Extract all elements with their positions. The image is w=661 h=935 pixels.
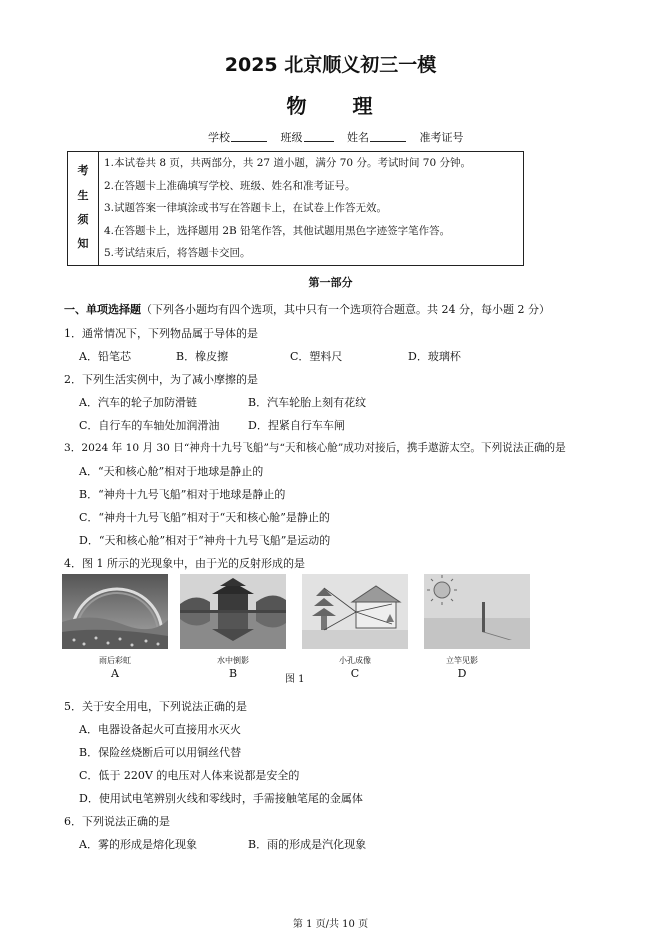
question-6-stem: 6．下列说法正确的是 bbox=[64, 815, 170, 828]
subject-char: 物 bbox=[286, 94, 309, 118]
notice-heading-char: 考 bbox=[77, 164, 89, 177]
q6-option-a[interactable]: A．雾的形成是熔化现象 bbox=[79, 838, 197, 851]
rainbow-image bbox=[62, 574, 168, 649]
school-blank[interactable] bbox=[231, 131, 267, 142]
exam-id-label: 准考证号 bbox=[419, 131, 464, 144]
figure-c-pinhole[interactable] bbox=[302, 574, 408, 649]
question-3-stem: 3．2024 年 10 月 30 日“神舟十九号飞船”与“天和核心舱”成功对接后，携手遨游太空。下列说法正确的是 bbox=[64, 442, 566, 454]
figure-d-shadow[interactable] bbox=[424, 574, 530, 649]
question-1-stem: 1．通常情况下，下列物品属于导体的是 bbox=[64, 327, 258, 340]
q1-option-c[interactable]: C．塑料尺 bbox=[290, 350, 343, 363]
notice-heading-char: 须 bbox=[77, 213, 89, 226]
pinhole-image bbox=[302, 574, 408, 649]
q5-option-c[interactable]: C．低于 220V 的电压对人体来说都是安全的 bbox=[79, 769, 300, 782]
figure-c-caption: 小孔成像 bbox=[339, 656, 371, 665]
notice-heading bbox=[68, 152, 99, 265]
q1-option-b[interactable]: B．橡皮擦 bbox=[176, 350, 229, 363]
part-title: 第一部分 bbox=[308, 276, 353, 289]
q2-option-b[interactable]: B．汽车轮胎上刻有花纹 bbox=[248, 396, 367, 409]
figure-c-letter: C bbox=[350, 667, 360, 680]
name-blank[interactable] bbox=[370, 131, 406, 142]
q6-option-b[interactable]: B．雨的形成是汽化现象 bbox=[248, 838, 367, 851]
school-label: 学校 bbox=[208, 131, 230, 144]
exam-notice-box bbox=[67, 151, 524, 266]
notice-heading-char: 知 bbox=[77, 237, 89, 250]
notice-line: 3.试题答案一律填涂或书写在答题卡上，在试卷上作答无效。 bbox=[104, 202, 388, 214]
figure-d-caption: 立竿见影 bbox=[446, 656, 478, 665]
class-label: 班级 bbox=[280, 131, 303, 144]
notice-line: 2.在答题卡上准确填写学校、班级、姓名和准考证号。 bbox=[104, 180, 356, 192]
question-4-stem: 4．图 1 所示的光现象中，由于光的反射形成的是 bbox=[64, 557, 305, 570]
q5-option-d[interactable]: D．使用试电笔辨别火线和零线时，手需接触笔尾的金属体 bbox=[79, 792, 363, 805]
q5-option-a[interactable]: A．电器设备起火可直接用水灭火 bbox=[79, 723, 241, 736]
figure-d-letter: D bbox=[457, 667, 467, 680]
subject-char: 理 bbox=[352, 94, 375, 118]
name-label: 姓名 bbox=[347, 131, 369, 144]
q1-option-d[interactable]: D．玻璃杯 bbox=[408, 350, 461, 363]
notice-line: 4.在答题卡上，选择题用 2B 铅笔作答，其他试题用黑色字迹签字笔作答。 bbox=[104, 225, 451, 237]
section-title: 一、单项选择题 bbox=[64, 303, 141, 316]
section-instruction: （下列各小题均有四个选项，其中只有一个选项符合题意。共 24 分，每小题 2 分） bbox=[141, 303, 550, 316]
section-heading bbox=[64, 301, 550, 317]
class-blank[interactable] bbox=[304, 131, 334, 142]
figure-b-caption: 水中倒影 bbox=[217, 656, 249, 665]
q2-option-c[interactable]: C．自行车的车轴处加润滑油 bbox=[79, 419, 220, 432]
figure-1-label: 图 1 bbox=[285, 674, 305, 685]
exam-title: 2025 北京顺义初三一模 bbox=[224, 54, 437, 76]
notice-heading-char: 生 bbox=[77, 189, 89, 202]
figure-a-caption: 雨后彩虹 bbox=[99, 656, 131, 665]
figure-b-reflection[interactable] bbox=[180, 574, 286, 649]
q3-option-d[interactable]: D．“天和核心舱”相对于“神舟十九号飞船”是运动的 bbox=[79, 534, 331, 547]
q3-option-c[interactable]: C．“神舟十九号飞船”相对于“天和核心舱”是静止的 bbox=[79, 511, 330, 524]
q1-option-a[interactable]: A．铅笔芯 bbox=[79, 350, 131, 363]
question-2-stem: 2．下列生活实例中，为了减小摩擦的是 bbox=[64, 373, 258, 386]
q2-option-a[interactable]: A．汽车的轮子加防滑链 bbox=[79, 396, 197, 409]
shadow-image bbox=[424, 574, 530, 649]
figure-a-letter: A bbox=[111, 667, 119, 680]
question-5-stem: 5．关于安全用电，下列说法正确的是 bbox=[64, 700, 247, 713]
q2-option-d[interactable]: D．捏紧自行车车闸 bbox=[248, 419, 345, 432]
figure-a-rainbow[interactable] bbox=[62, 574, 168, 649]
q3-option-a[interactable]: A．“天和核心舱”相对于地球是静止的 bbox=[79, 465, 264, 478]
q3-option-b[interactable]: B．“神舟十九号飞船”相对于地球是静止的 bbox=[79, 488, 286, 501]
q5-option-b[interactable]: B．保险丝烧断后可以用铜丝代替 bbox=[79, 746, 242, 759]
student-info-line bbox=[208, 129, 465, 145]
subject-title bbox=[0, 90, 661, 119]
page-footer: 第 1 页/共 10 页 bbox=[292, 919, 369, 930]
reflection-image bbox=[180, 574, 286, 649]
notice-line: 1.本试卷共 8 页，共两部分，共 27 道小题，满分 70 分。考试时间 70 分钟。 bbox=[104, 157, 471, 169]
figure-b-letter: B bbox=[228, 667, 238, 680]
notice-line: 5.考试结束后，将答题卡交回。 bbox=[104, 247, 251, 259]
